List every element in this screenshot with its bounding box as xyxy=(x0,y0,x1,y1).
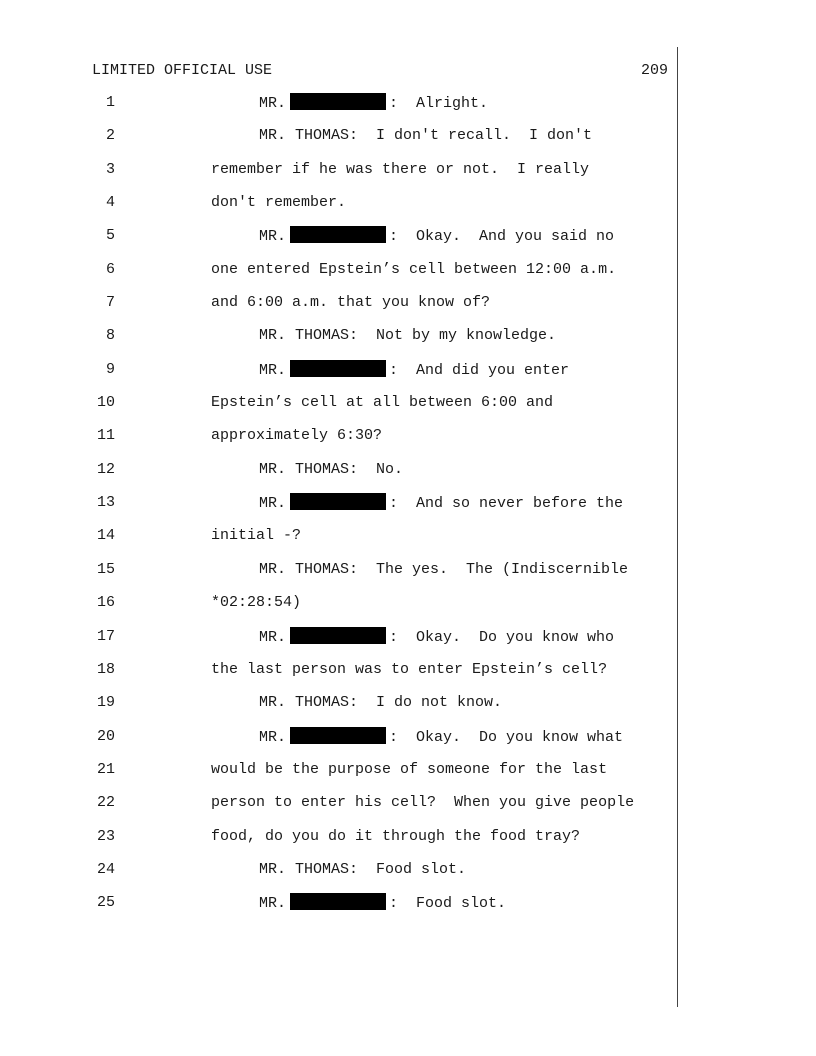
line-number: 18 xyxy=(96,660,115,678)
utterance-text: approximately 6:30? xyxy=(211,427,383,445)
speaker-prefix: MR. xyxy=(259,361,287,379)
line-text xyxy=(259,360,569,381)
utterance-text: food, do you do it through the food tray? xyxy=(211,827,581,845)
transcript-line xyxy=(0,860,816,893)
line-number: 19 xyxy=(96,694,115,712)
transcript-line xyxy=(0,260,816,293)
utterance-text: : And did you enter xyxy=(389,361,570,379)
line-number: 4 xyxy=(105,194,115,212)
transcript-line xyxy=(0,360,816,393)
line-text xyxy=(259,627,614,648)
transcript-line xyxy=(0,160,816,193)
line-text xyxy=(259,860,466,880)
redaction-box xyxy=(290,893,386,910)
line-text xyxy=(211,260,616,280)
line-text xyxy=(211,793,634,813)
speaker-prefix: MR. xyxy=(259,95,287,112)
page-number: 209 xyxy=(640,62,668,79)
utterance-text: one entered Epstein’s cell between 12:00 a.m. xyxy=(211,260,617,278)
line-number: 17 xyxy=(96,627,115,645)
line-number: 23 xyxy=(96,827,115,845)
line-text xyxy=(259,326,556,346)
utterance-text: don't remember. xyxy=(211,194,347,212)
speaker-prefix: MR. xyxy=(259,495,287,513)
utterance-text: : And so never before the xyxy=(389,495,624,513)
line-text xyxy=(211,426,382,446)
utterance-text: : Okay. Do you know what xyxy=(389,728,624,746)
transcript-line xyxy=(0,293,816,326)
speaker-prefix: MR. xyxy=(259,728,287,746)
utterance-text: : Alright. xyxy=(389,95,489,112)
line-text xyxy=(211,760,607,780)
line-text xyxy=(211,293,490,313)
line-number: 10 xyxy=(96,394,115,412)
redaction-box xyxy=(290,727,386,744)
line-number: 15 xyxy=(96,560,115,578)
speaker-prefix: MR. xyxy=(259,228,287,246)
classification-header: LIMITED OFFICIAL USE xyxy=(92,62,273,79)
line-text xyxy=(211,593,301,613)
transcript-line xyxy=(0,193,816,226)
transcript-line xyxy=(0,226,816,259)
utterance-text: : Okay. And you said no xyxy=(389,228,615,246)
transcript-line xyxy=(0,526,816,559)
line-text xyxy=(259,560,628,580)
redaction-box xyxy=(290,493,386,510)
transcript-line xyxy=(0,560,816,593)
line-number: 6 xyxy=(105,260,115,278)
line-text xyxy=(259,93,488,114)
line-number: 9 xyxy=(105,360,115,378)
transcript-line xyxy=(0,126,816,159)
speaker-prefix: MR. xyxy=(259,628,287,646)
transcript-line xyxy=(0,93,816,126)
line-number: 14 xyxy=(96,527,115,545)
line-text xyxy=(211,526,301,546)
transcript-line xyxy=(0,793,816,826)
utterance-text: MR. THOMAS: The yes. The (Indiscernible xyxy=(259,560,629,578)
transcript-line xyxy=(0,760,816,793)
transcript-line xyxy=(0,426,816,459)
utterance-text: person to enter his cell? When you give people xyxy=(211,794,635,812)
line-text xyxy=(211,393,553,413)
transcript-line xyxy=(0,593,816,626)
redaction-box xyxy=(290,93,386,110)
line-text xyxy=(211,827,580,847)
utterance-text: the last person was to enter Epstein’s cell? xyxy=(211,660,608,678)
line-text xyxy=(211,660,607,680)
line-text xyxy=(259,460,403,480)
line-number: 7 xyxy=(105,294,115,312)
utterance-text: *02:28:54) xyxy=(211,594,302,612)
utterance-text: would be the purpose of someone for the last xyxy=(211,760,608,778)
transcript-line xyxy=(0,393,816,426)
utterance-text: Epstein’s cell at all between 6:00 and xyxy=(211,394,554,412)
transcript-line xyxy=(0,627,816,660)
transcript-line xyxy=(0,660,816,693)
utterance-text: MR. THOMAS: Food slot. xyxy=(259,860,467,878)
line-text xyxy=(259,727,623,748)
utterance-text: remember if he was there or not. I really xyxy=(211,160,590,178)
line-number: 21 xyxy=(96,760,115,778)
utterance-text: MR. THOMAS: I don't recall. I don't xyxy=(259,127,593,145)
line-number: 22 xyxy=(96,794,115,812)
line-number: 1 xyxy=(105,94,115,111)
utterance-text: MR. THOMAS: I do not know. xyxy=(259,694,503,712)
line-text xyxy=(259,126,592,146)
line-number: 24 xyxy=(96,860,115,878)
transcript-lines xyxy=(0,93,816,927)
transcript-line xyxy=(0,326,816,359)
line-text xyxy=(259,693,502,713)
line-text xyxy=(211,160,589,180)
utterance-text: : Food slot. xyxy=(389,895,507,913)
utterance-text: MR. THOMAS: Not by my knowledge. xyxy=(259,327,557,345)
line-number: 5 xyxy=(105,227,115,245)
redaction-box xyxy=(290,627,386,644)
speaker-prefix: MR. xyxy=(259,895,287,913)
line-text xyxy=(259,493,623,514)
line-text xyxy=(211,193,346,213)
line-number: 3 xyxy=(105,160,115,178)
transcript-line xyxy=(0,493,816,526)
line-number: 8 xyxy=(105,327,115,345)
line-number: 20 xyxy=(96,727,115,745)
transcript-line xyxy=(0,827,816,860)
transcript-line xyxy=(0,727,816,760)
line-number: 12 xyxy=(96,460,115,478)
transcript-line xyxy=(0,460,816,493)
line-number: 2 xyxy=(105,127,115,145)
line-number: 16 xyxy=(96,594,115,612)
utterance-text: and 6:00 a.m. that you know of? xyxy=(211,294,491,312)
redaction-box xyxy=(290,226,386,243)
line-number: 11 xyxy=(96,427,115,445)
line-text xyxy=(259,226,614,247)
redaction-box xyxy=(290,360,386,377)
utterance-text: : Okay. Do you know who xyxy=(389,628,615,646)
transcript-line xyxy=(0,893,816,926)
line-number: 13 xyxy=(96,494,115,512)
transcript-line xyxy=(0,693,816,726)
utterance-text: MR. THOMAS: No. xyxy=(259,460,404,478)
utterance-text: initial -? xyxy=(211,527,302,545)
line-text xyxy=(259,893,506,914)
line-number: 25 xyxy=(96,894,115,912)
